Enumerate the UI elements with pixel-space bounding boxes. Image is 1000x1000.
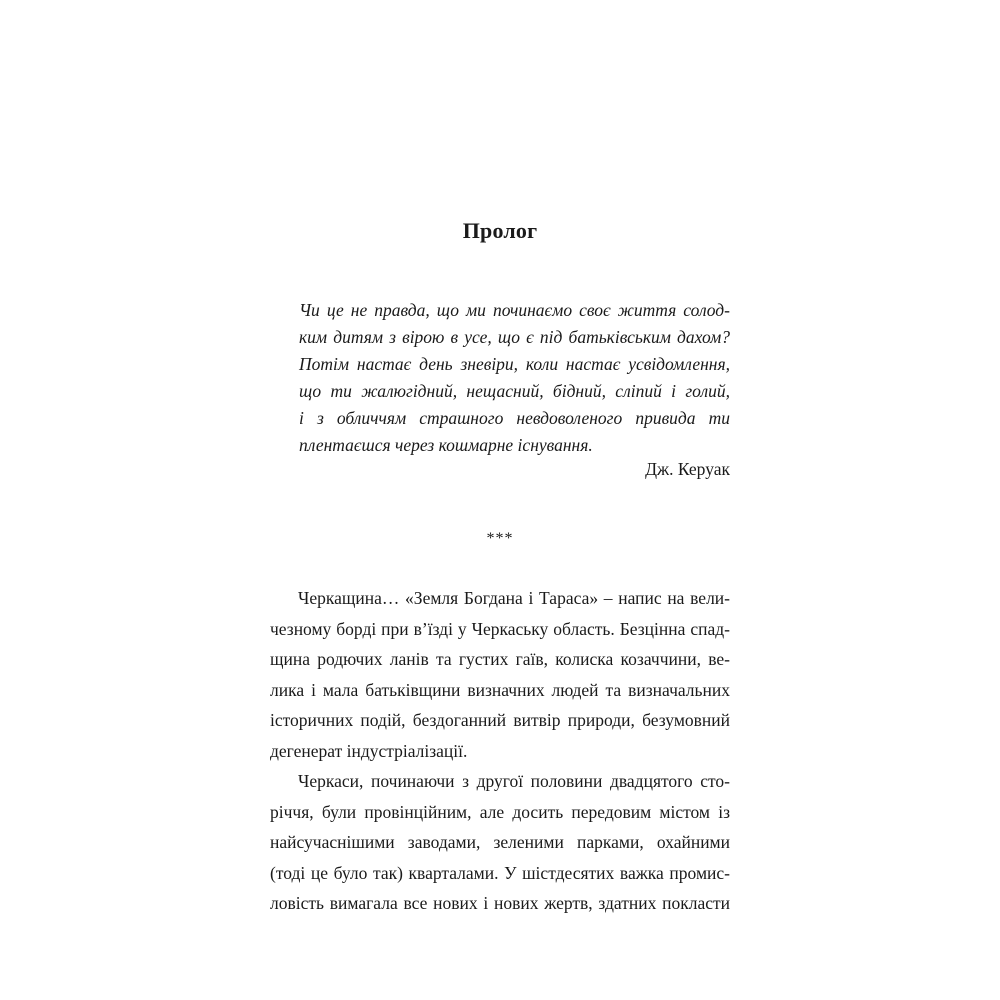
body-line: щина родючих ланів та густих гаїв, колиска козаччини, ве- [270, 649, 730, 669]
epigraph-line: Потім настає день зневіри, коли настає усвідомлення, [299, 354, 730, 374]
body-line: Черкаси, починаючи з другої половини двадцятого сто- [298, 771, 730, 791]
body-line: лика і мала батьківщини визначних людей та визначальних [270, 679, 730, 700]
chapter-title: Пролог [462, 218, 538, 243]
body-line: річчя, були провінційним, але досить передовим містом із [270, 801, 730, 822]
epigraph-line: і з обличчям страшного невдоволеного привида ти [299, 408, 730, 428]
body-line: найсучаснішими заводами, зеленими парками, охайними [270, 832, 730, 852]
epigraph-attribution: Дж. Керуак [645, 459, 730, 479]
epigraph [299, 297, 730, 459]
body-line: чезному борді при в’їзді у Черкаську область. Безцінна спад- [270, 618, 730, 639]
epigraph-line: плентаєшся через кошмарне існування. [299, 435, 593, 455]
epigraph-line: Чи це не правда, що ми починаємо своє життя солод- [299, 300, 730, 320]
body-line: ловість вимагала все нових і нових жертв, здатних покласти [270, 893, 730, 913]
epigraph-line: що ти жалюгідний, нещасний, бідний, сліпий і голий, [299, 381, 730, 401]
body-line: (тоді це було так) кварталами. У шістдесятих важка промис- [270, 862, 730, 883]
body-text [270, 583, 730, 919]
body-line: Черкащина… «Земля Богдана і Тараса» – напис на вели- [298, 588, 730, 608]
body-line: дегенерат індустріалізації. [270, 740, 468, 761]
body-line: історичних подій, бездоганний витвір природи, безумовний [270, 710, 730, 730]
section-separator: *** [486, 530, 514, 547]
epigraph-line: ким дитям з вірою в усе, що є під батьківським дахом? [299, 327, 730, 347]
